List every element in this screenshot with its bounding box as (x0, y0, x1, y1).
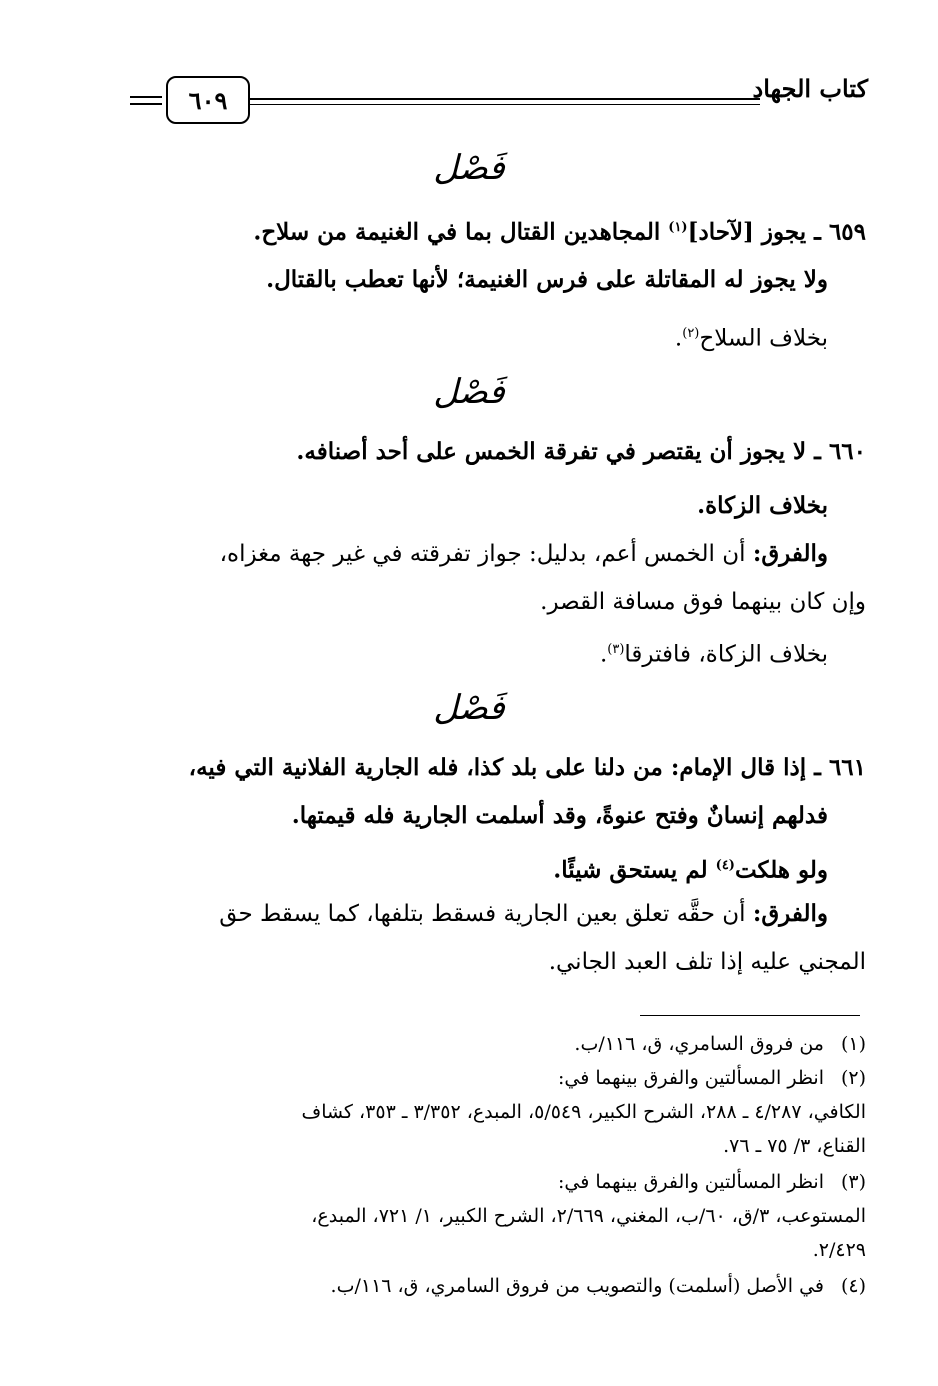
text-run: بخلاف السلاح (699, 325, 828, 352)
paragraph-659-line2: ولا يجوز له المقاتلة على فرس الغنيمة؛ لأنها تعطب بالقتال. (266, 266, 828, 293)
header-rule-thin (250, 104, 760, 105)
footnote-number: (٣) (840, 1171, 866, 1193)
footnote-number: (١) (840, 1033, 866, 1055)
running-header-title: كتاب الجهاد (752, 74, 868, 103)
footnote-4 (120, 1272, 866, 1300)
text-run: ٦٥٩ ـ يجوز [لآحاد] (687, 218, 866, 246)
paragraph-659-line3 (60, 318, 828, 355)
paragraph-661-line1: ٦٦١ ـ إذا قال الإمام: من دلنا على بلد كذا، فله الجارية الفلانية التي فيه، (188, 754, 866, 781)
footnote-text: من فروق السامري، ق، ١١٦/ب. (574, 1033, 824, 1055)
footnote-separator (640, 1015, 860, 1016)
paragraph-660-line4: وإن كان بينهما فوق مسافة القصر. (540, 589, 866, 615)
page-number-ornament (130, 103, 162, 105)
paragraph-661-line4 (60, 898, 828, 930)
text-run: لم يستحق شيئًا. (553, 856, 716, 884)
footnote-text: انظر المسألتين والفرق بينهما في: (558, 1171, 824, 1193)
footnote-number: (٢) (840, 1067, 866, 1089)
difference-label: والفرق: (752, 540, 828, 567)
footnote-ref: (١) (668, 220, 688, 235)
difference-label: والفرق: (752, 900, 828, 927)
footnote-ref: (٤) (715, 858, 735, 873)
text-run: بخلاف الزكاة، فافترقا (624, 641, 828, 668)
footnote-ref: (٢) (682, 326, 700, 341)
footnote-text: في الأصل (أسلمت) والتصويب من فروق السامري، ق، ١١٦/ب. (330, 1275, 824, 1297)
paragraph-661-line2: فدلهم إنسانٌ وفتح عنوةً، وقد أسلمت الجارية فله قيمتها. (291, 802, 828, 829)
paragraph-659-line1 (60, 212, 866, 249)
footnote-2-line2: الكافي، ٤/٢٨٧ ـ ٢٨٨، الشرح الكبير، ٥/٥٤٩، المبدع، ٣/٣٥٢ ـ ٣٥٣، كشاف (301, 1101, 866, 1123)
footnote-3-line2: المستوعب، ٣/ق، ٦٠/ب، المغني، ٢/٦٦٩، الشرح الكبير، ١/ ٧٢١، المبدع، (311, 1205, 866, 1227)
footnote-ref: (٣) (607, 642, 625, 657)
footnote-3 (120, 1168, 866, 1196)
text-run: . (674, 325, 683, 352)
section-heading: فَصْل (433, 688, 505, 728)
text-run: أن حقَّه تعلق بعين الجارية فسقط بتلفها، كما يسقط حق (219, 901, 753, 927)
text-run: ولو هلكت (734, 856, 828, 884)
page-number: ٦٠٩ (188, 85, 228, 115)
section-heading: فَصْل (433, 148, 505, 188)
header-rule (250, 98, 760, 100)
section-heading: فَصْل (433, 372, 505, 412)
page-number-frame (166, 76, 250, 124)
paragraph-661-line3 (60, 850, 828, 887)
footnote-3-line3: ٢/٤٢٩. (812, 1239, 866, 1261)
paragraph-660-line2: بخلاف الزكاة. (697, 492, 828, 519)
text-run: أن الخمس أعم، بدليل: جواز تفرقته في غير جهة مغزاه، (219, 541, 753, 567)
paragraph-660-line1: ٦٦٠ ـ لا يجوز أن يقتصر في تفرقة الخمس على أحد أصنافه. (296, 438, 866, 465)
paragraph-660-line3 (130, 538, 828, 570)
footnote-number: (٤) (840, 1275, 866, 1297)
footnote-2-line3: القناع، ٣/ ٧٥ ـ ٧٦. (723, 1135, 866, 1157)
footnote-text: انظر المسألتين والفرق بينهما في: (558, 1067, 824, 1089)
paragraph-660-line5 (60, 634, 828, 671)
footnote-2 (120, 1064, 866, 1092)
paragraph-661-line5: المجني عليه إذا تلف العبد الجاني. (548, 949, 866, 975)
page-number-ornament (130, 96, 162, 98)
text-run: . (599, 641, 608, 668)
text-run: المجاهدين القتال بما في الغنيمة من سلاح. (253, 218, 669, 246)
footnote-1 (120, 1030, 866, 1058)
